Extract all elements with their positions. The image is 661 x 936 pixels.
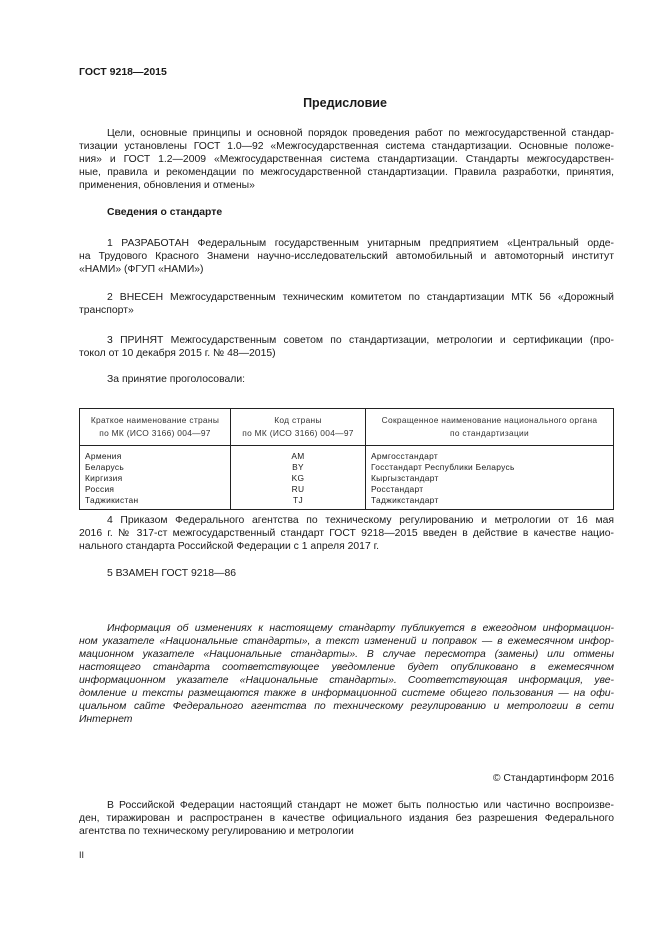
text-line: «НАМИ» (ФГУП «НАМИ») bbox=[79, 264, 204, 275]
text-line: тизации установлены ГОСТ 1.0—92 «Межгосударственная система стандартизации. Основные положе- bbox=[79, 141, 614, 152]
body-cell: Росстандарт bbox=[366, 484, 614, 495]
copyright: © Стандартинформ 2016 bbox=[492, 773, 614, 784]
text-line: настоящего стандарта соответствующее уведомление будет опубликовано в ежемесячном bbox=[79, 662, 614, 673]
text-line: токол от 10 декабря 2015 г. № 48—2015) bbox=[79, 348, 276, 359]
body-cell: Кыргызстандарт bbox=[366, 473, 614, 484]
text-line: 4 Приказом Федерального агентства по техническому регулированию и метрологии от 16 мая bbox=[107, 515, 614, 526]
text-line: информационном указателе «Национальные стандарты». Соответствующая информация, уве- bbox=[79, 675, 614, 686]
column-header-body: Сокращенное наименование национального органа по стандартизации bbox=[366, 409, 614, 446]
table-row bbox=[80, 446, 614, 463]
body-cell: Таджикстандарт bbox=[366, 495, 614, 510]
column-header-code: Код страны по МК (ИСО 3166) 004—97 bbox=[231, 409, 366, 446]
text-line: транспорт» bbox=[79, 305, 134, 316]
text-line: нального стандарта Российской Федерации с 1 апреля 2017 г. bbox=[79, 541, 380, 552]
voted-label: За принятие проголосовали: bbox=[107, 374, 246, 385]
text-line: ном указателе «Национальные стандарты», а текст изменений и поправок — в ежемесячном инфор- bbox=[79, 636, 614, 647]
country-cell: Беларусь bbox=[80, 462, 231, 473]
text-line: Интернет bbox=[79, 714, 133, 725]
text-line: ные, правила и рекомендации по межгосударственной стандартизации. Правила разработки, принятия, bbox=[79, 167, 614, 178]
text-line: 2016 г. № 317-ст межгосударственный стандарт ГОСТ 9218—2015 введен в действие в качестве нацио- bbox=[79, 528, 614, 539]
item-2-paragraph bbox=[79, 291, 614, 317]
text-line: применения, обновления и отмены» bbox=[79, 180, 255, 191]
table-row bbox=[80, 484, 614, 495]
page-number: II bbox=[79, 850, 85, 860]
country-cell: Киргизия bbox=[80, 473, 231, 484]
body-cell: Армгосстандарт bbox=[366, 446, 614, 463]
code-cell: KG bbox=[231, 473, 366, 484]
rights-paragraph bbox=[79, 799, 614, 838]
country-cell: Россия bbox=[80, 484, 231, 495]
item-1-paragraph bbox=[79, 237, 614, 276]
item-5-paragraph: 5 ВЗАМЕН ГОСТ 9218—86 bbox=[107, 568, 237, 579]
section-heading: Сведения о стандарте bbox=[107, 207, 223, 218]
text-line: домление и тексты размещаются также в информационной системе общего пользования — на офи- bbox=[79, 688, 614, 699]
code-cell: AM bbox=[231, 446, 366, 463]
text-line: Информация об изменениях к настоящему стандарту публикуется в ежегодном информацион- bbox=[107, 623, 614, 634]
intro-paragraph bbox=[79, 127, 614, 192]
text-line: 1 РАЗРАБОТАН Федеральным государственным унитарным предприятием «Центральный орде- bbox=[107, 238, 614, 249]
text-line: агентства по техническому регулированию и метрологии bbox=[79, 826, 354, 837]
item-3-paragraph bbox=[79, 334, 614, 360]
table-row bbox=[80, 495, 614, 510]
text-line: Цели, основные принципы и основной порядок проведения работ по межгосударственной стандар- bbox=[107, 128, 614, 139]
code-cell: TJ bbox=[231, 495, 366, 510]
voting-table bbox=[79, 408, 614, 510]
item-4-paragraph bbox=[79, 514, 614, 553]
table-row bbox=[80, 462, 614, 473]
table-row bbox=[80, 473, 614, 484]
page-title: Предисловие bbox=[303, 96, 387, 110]
column-header-country: Краткое наименование страны по МК (ИСО 3166) 004—97 bbox=[80, 409, 231, 446]
text-line: В Российской Федерации настоящий стандарт не может быть полностью или частично воспроизве- bbox=[107, 800, 614, 811]
document-header: ГОСТ 9218—2015 bbox=[79, 66, 167, 78]
text-line: мационном указателе «Национальные стандарты». В случае пересмотра (замены) или отмены bbox=[79, 649, 614, 660]
text-line: циальном сайте Федерального агентства по техническому регулированию и метрологии в сети bbox=[79, 701, 614, 712]
body-cell: Госстандарт Республики Беларусь bbox=[366, 462, 614, 473]
country-cell: Таджикистан bbox=[80, 495, 231, 510]
notice-paragraph bbox=[79, 622, 614, 726]
code-cell: BY bbox=[231, 462, 366, 473]
country-cell: Армения bbox=[80, 446, 231, 463]
text-line: 3 ПРИНЯТ Межгосударственным советом по стандартизации, метрологии и сертификации (про- bbox=[107, 335, 614, 346]
text-line: на Трудового Красного Знамени научно-исследовательский автомобильный и автомоторный институт bbox=[79, 251, 614, 262]
text-line: ния» и ГОСТ 1.2—2009 «Межгосударственная система стандартизации. Стандарты межгосударствен- bbox=[79, 154, 614, 165]
text-line: ден, тиражирован и распространен в качестве официального издания без разрешения Федерального bbox=[79, 813, 614, 824]
text-line: 2 ВНЕСЕН Межгосударственным техническим комитетом по стандартизации МТК 56 «Дорожный bbox=[107, 292, 614, 303]
code-cell: RU bbox=[231, 484, 366, 495]
